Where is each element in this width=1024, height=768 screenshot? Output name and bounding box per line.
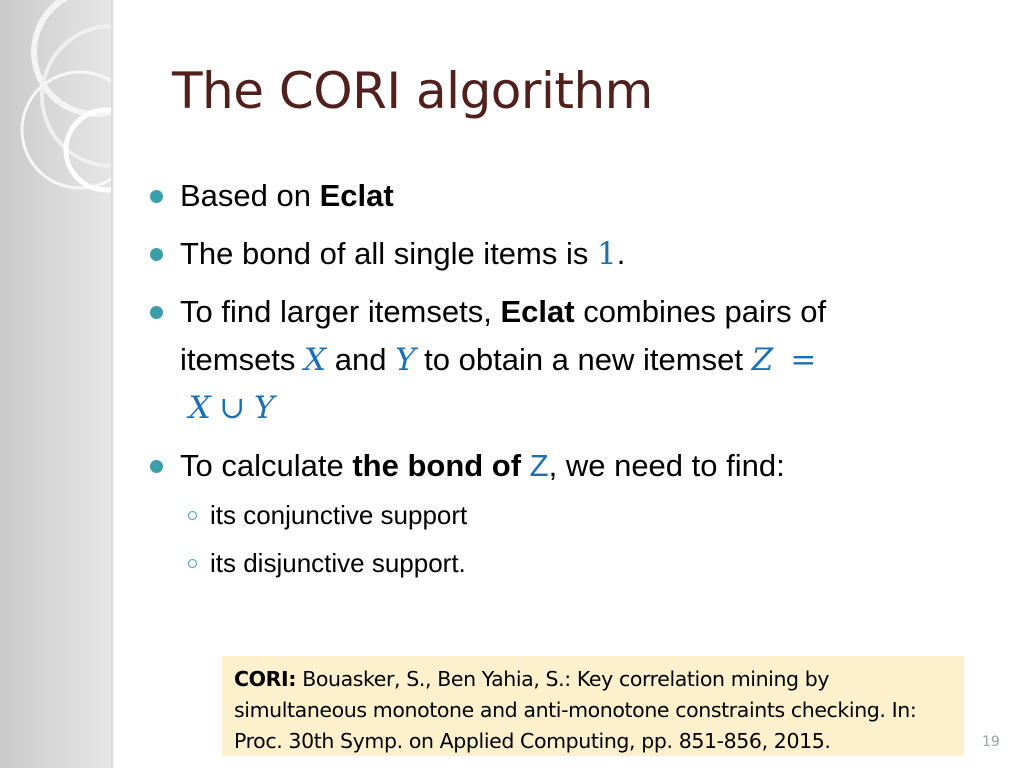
bullet-text: To calculate <box>180 448 353 483</box>
bullet-text: To find larger itemsets, <box>180 294 501 329</box>
bullet-list <box>148 172 978 588</box>
decorative-circles-graphic <box>0 0 114 768</box>
reference-text: Bouasker, S., Ben Yahia, S.: Key correlation mining by simultaneous monotone and anti-monotone constraints checking. In: Proc. 30th Symp. on Applied Computing, pp. 851-856, 2015. <box>234 667 917 753</box>
bullet-text: , we need to find: <box>548 448 785 483</box>
bullet-text: Based on <box>180 178 320 213</box>
bullet-text: The bond of all single items is <box>180 236 597 271</box>
bullet-text: combines pairs of <box>574 294 827 329</box>
math-equals: = <box>790 342 817 378</box>
bullet-based-on-eclat <box>148 172 978 220</box>
sub-bullet-conjunctive: its conjunctive support <box>148 490 978 540</box>
math-one: 1 <box>597 236 617 272</box>
bullet-text: and <box>326 342 396 377</box>
bullet-larger-itemsets <box>148 288 978 432</box>
bold-text: Eclat <box>319 178 394 213</box>
slide-title: The CORI algorithm <box>172 62 653 120</box>
math-x: X <box>304 342 327 378</box>
bullet-calculate-bond <box>148 442 978 490</box>
math-union: ∪ <box>219 390 246 426</box>
bullet-text: itemsets <box>180 342 305 377</box>
bold-text: Eclat <box>500 294 575 329</box>
math-y: Y <box>395 342 416 378</box>
reference-box <box>222 656 964 756</box>
math-x: X <box>188 390 211 426</box>
bullet-text: . <box>616 236 626 271</box>
bullet-text: to obtain a new itemset <box>415 342 752 377</box>
decorative-side-panel <box>0 0 114 768</box>
bullet-single-items-bond <box>148 230 978 278</box>
math-z: Z <box>529 448 549 483</box>
math-y: Y <box>253 390 275 426</box>
page-number: 19 <box>982 734 1000 750</box>
math-z: Z <box>751 342 774 378</box>
bold-text: the bond of <box>352 448 530 483</box>
sub-bullet-disjunctive: its disjunctive support. <box>148 538 978 588</box>
reference-label: CORI: <box>234 667 297 691</box>
